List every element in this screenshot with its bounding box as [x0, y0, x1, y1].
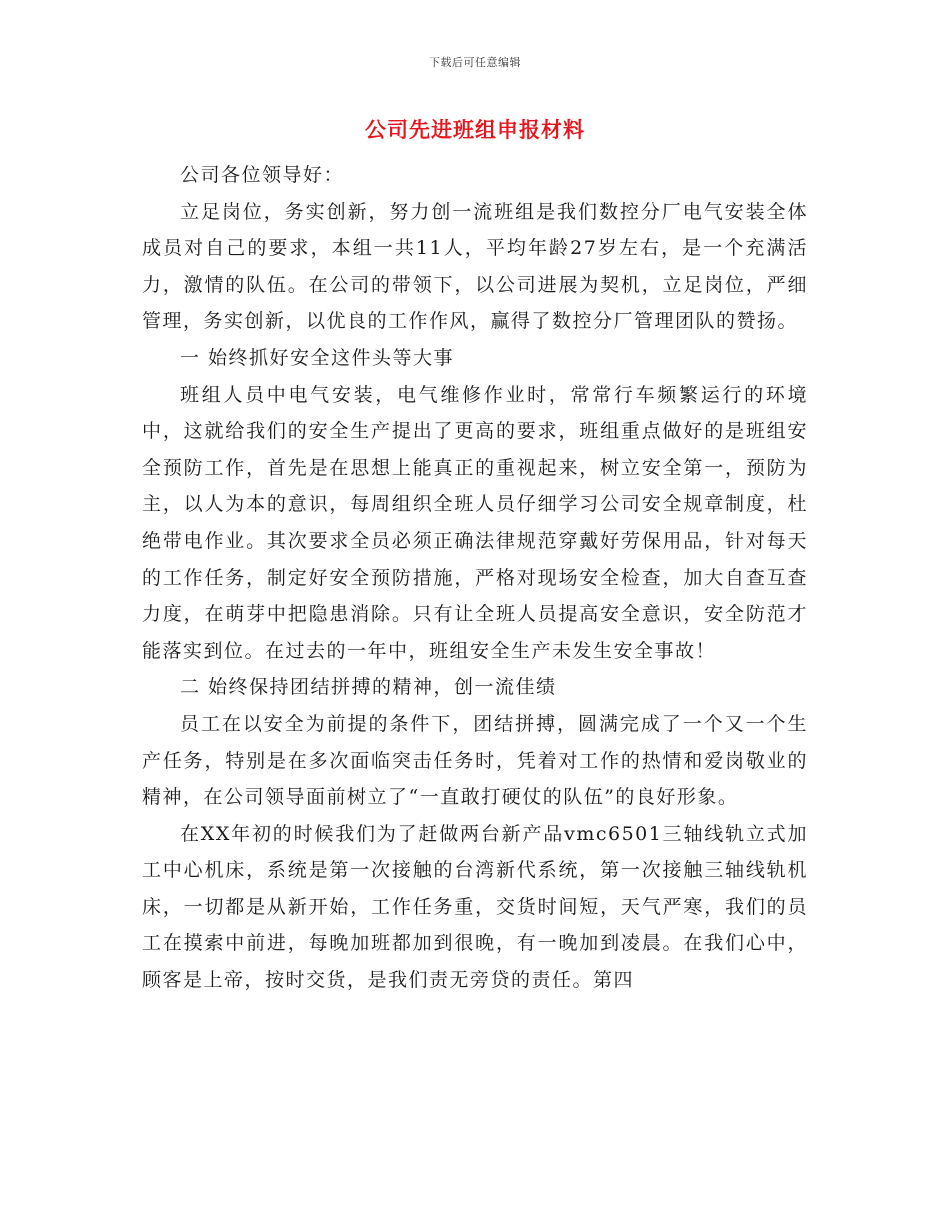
document-title: 公司先进班组申报材料 [365, 117, 585, 142]
safety-paragraph: 班组人员中电气安装，电气维修作业时，常常行车频繁运行的环境中，这就给我们的安全生产提出了更高的要求，班组重点做好的是班组安全预防工作，首先是在思想上能真正的重视起来，树立安全第一，预防为主，以人为本的意识，每周组织全班人员仔细学习公司安全规章制度，杜绝带电作业。其次要求全员必须正确法律规范穿戴好劳保用品，针对每天的工作任务，制定好安全预防措施，严格对现场安全检查，加大自查互查力度，在萌芽中把隐患消除。只有让全班人员提高安全意识，安全防范才能落实到位。在过去的一年中，班组安全生产未发生安全事故！ [142, 383, 808, 662]
teamwork-paragraph: 员工在以安全为前提的条件下，团结拼搏，圆满完成了一个又一个生产任务，特别是在多次面临突击任务时，凭着对工作的热情和爱岗敬业的精神，在公司领导面前树立了“一直敢打硬仗的队伍”的良好形象。 [142, 712, 808, 809]
section-heading-safety: 一 始终抓好安全这件头等大事 [180, 346, 455, 369]
document-body [142, 157, 808, 999]
section-heading-teamwork: 二 始终保持团结拼搏的精神，创一流佳绩 [180, 676, 557, 699]
new-product-paragraph: 在XX年初的时候我们为了赶做两台新产品vmc6501三轴线轨立式加工中心机床，系统是第一次接触的台湾新代系统，第一次接触三轴线轨机床，一切都是从新开始，工作任务重，交货时间短，天气严寒，我们的员工在摸索中前进，每晚加班都加到很晚，有一晚加到凌晨。在我们心中，顾客是上帝，按时交货，是我们责无旁贷的责任。第四 [142, 822, 808, 992]
intro-paragraph: 立足岗位，务实创新，努力创一流班组是我们数控分厂电气安装全体成员对自己的要求，本组一共11人，平均年龄27岁左右，是一个充满活力，激情的队伍。在公司的带领下，以公司进展为契机，立足岗位，严细管理，务实创新，以优良的工作作风，赢得了数控分厂管理团队的赞扬。 [142, 200, 808, 333]
salutation-paragraph: 公司各位领导好： [180, 164, 345, 186]
header-note: 下载后可任意编辑 [429, 56, 521, 69]
